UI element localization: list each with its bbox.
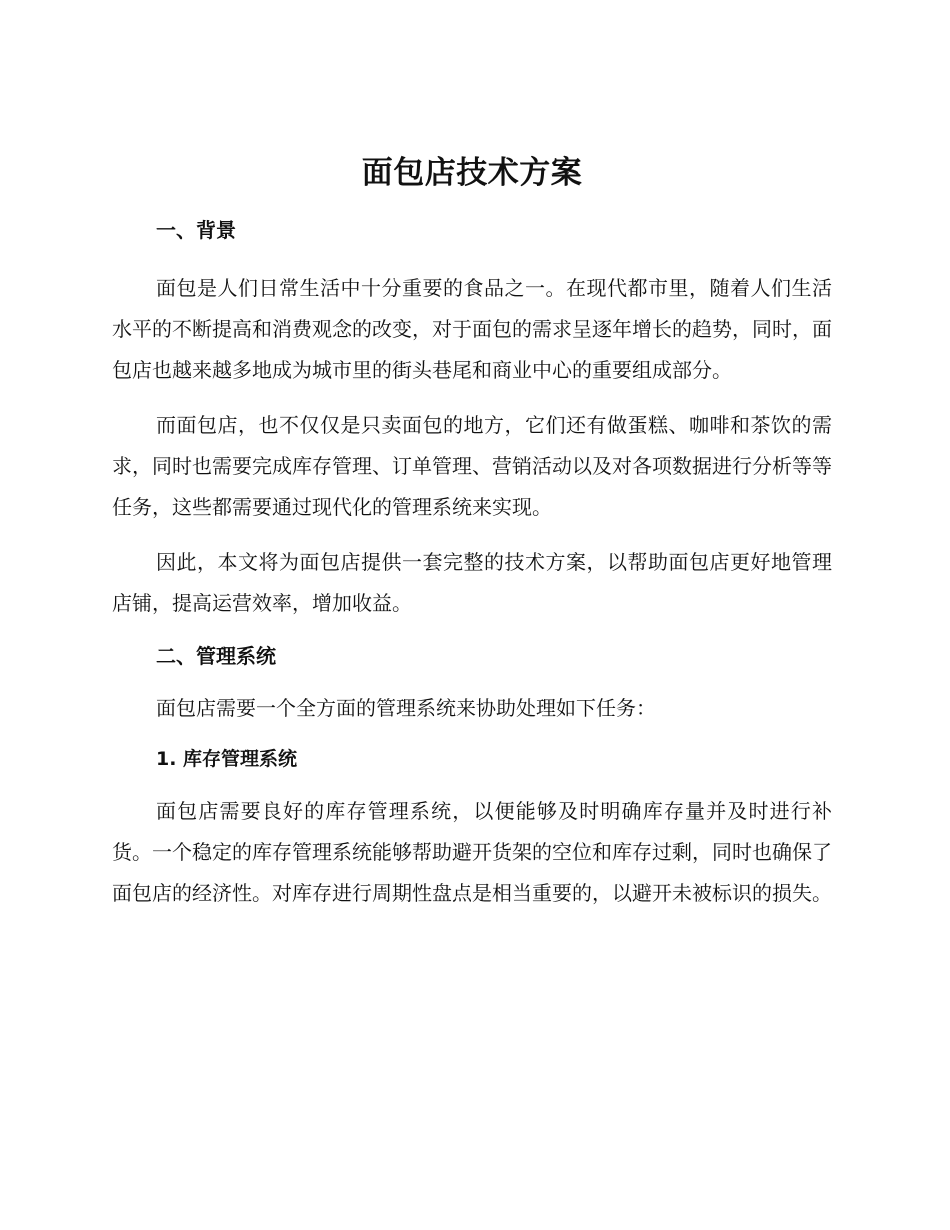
background-paragraph-2: 而面包店，也不仅仅是只卖面包的地方，它们还有做蛋糕、咖啡和茶饮的需求，同时也需要完成库存管理、订单管理、营销活动以及对各项数据进行分析等等任务，这些都需要通过现代化的管理系统来实现。 [112, 413, 832, 519]
section-heading-management-system: 二、管理系统 [156, 644, 276, 668]
background-paragraph-1: 面包是人们日常生活中十分重要的食品之一。在现代都市里，随着人们生活水平的不断提高和消费观念的改变，对于面包的需求呈逐年增长的趋势，同时，面包店也越来越多地成为城市里的街头巷尾和商业中心的重要组成部分。 [112, 276, 832, 382]
subsection-heading-inventory-system: 1. 库存管理系统 [156, 748, 298, 770]
inventory-system-paragraph: 面包店需要良好的库存管理系统，以便能够及时明确库存量并及时进行补货。一个稳定的库存管理系统能够帮助避开货架的空位和库存过剩，同时也确保了面包店的经济性。对库存进行周期性盘点是相当重要的，以避开未被标识的损失。 [112, 799, 832, 905]
background-paragraph-3: 因此，本文将为面包店提供一套完整的技术方案，以帮助面包店更好地管理店铺，提高运营效率，增加收益。 [112, 550, 832, 615]
section-heading-background: 一、背景 [156, 218, 236, 242]
document-title: 面包店技术方案 [361, 155, 583, 191]
document-page [112, 150, 832, 928]
management-system-intro: 面包店需要一个全方面的管理系统来协助处理如下任务： [156, 696, 656, 720]
